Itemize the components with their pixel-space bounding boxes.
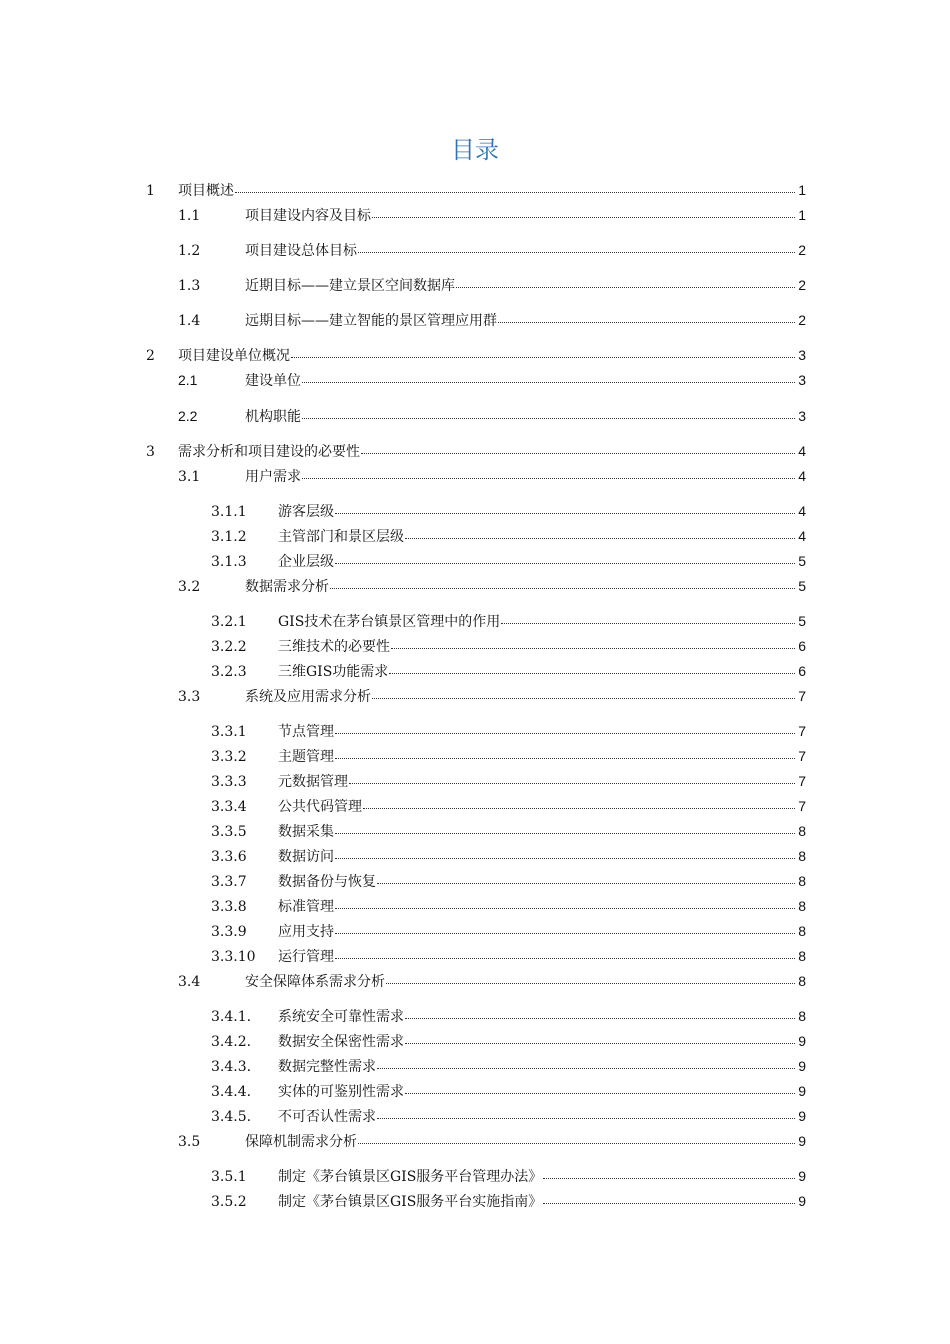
toc-entry[interactable]	[211, 611, 806, 631]
toc-entry-page-number: 2	[798, 277, 806, 293]
toc-entry[interactable]	[178, 466, 806, 486]
toc-dot-leader	[302, 406, 795, 419]
toc-entry-number: 3.1	[178, 469, 201, 485]
toc-entry-title: 游客层级	[278, 504, 334, 520]
toc-entry-title: 数据备份与恢复	[278, 874, 376, 890]
toc-entry-page-number: 8	[798, 973, 806, 989]
toc-dot-leader	[377, 1056, 795, 1069]
toc-entry-title: 制定《茅台镇景区GIS服务平台管理办法》	[278, 1169, 543, 1185]
toc-dot-leader	[405, 526, 795, 539]
toc-entry-title: 远期目标——建立智能的景区管理应用群	[245, 313, 497, 329]
toc-entry-number: 3.1.2	[211, 529, 247, 545]
toc-entry-title: 机构职能	[245, 409, 301, 425]
toc-dot-leader	[235, 180, 795, 193]
toc-entry[interactable]	[211, 1031, 806, 1051]
toc-entry[interactable]	[211, 1166, 806, 1186]
toc-entry[interactable]	[178, 205, 806, 225]
toc-dot-leader	[335, 896, 795, 909]
toc-dot-leader	[391, 636, 795, 649]
toc-entry-page-number: 1	[798, 207, 806, 223]
toc-entry-page-number: 3	[798, 372, 806, 388]
toc-entry-number: 1.2	[178, 243, 201, 259]
toc-entry-title: 实体的可鉴别性需求	[278, 1084, 404, 1100]
toc-entry-page-number: 7	[798, 798, 806, 814]
toc-entry-number: 3.3.4	[211, 799, 247, 815]
toc-entry-number: 3.5.2	[211, 1194, 247, 1210]
toc-entry-number: 3.3.1	[211, 724, 247, 740]
toc-entry-page-number: 7	[798, 773, 806, 789]
toc-dot-leader	[363, 796, 795, 809]
toc-entry-title: 三维GIS功能需求	[278, 664, 389, 680]
toc-entry-page-number: 2	[798, 312, 806, 328]
toc-title: 目录	[451, 136, 499, 164]
toc-dot-leader	[335, 551, 795, 564]
toc-entry-number: 3.4.1.	[211, 1009, 252, 1025]
toc-entry-title: 节点管理	[278, 724, 334, 740]
toc-entry-page-number: 7	[798, 723, 806, 739]
toc-entry-title: 制定《茅台镇景区GIS服务平台实施指南》	[278, 1194, 543, 1210]
toc-dot-leader	[335, 746, 795, 759]
toc-dot-leader	[291, 345, 795, 358]
toc-entry-page-number: 9	[798, 1193, 806, 1209]
toc-entry-page-number: 2	[798, 242, 806, 258]
toc-entry-title: 项目概述	[178, 183, 234, 199]
toc-dot-leader	[335, 946, 795, 959]
toc-entry[interactable]	[211, 896, 806, 916]
toc-dot-leader	[349, 771, 795, 784]
toc-entry-number: 2.1	[178, 372, 198, 388]
toc-dot-leader	[358, 240, 795, 253]
toc-entry-title: 系统安全可靠性需求	[278, 1009, 404, 1025]
toc-entry-title: 公共代码管理	[278, 799, 362, 815]
toc-entry[interactable]	[211, 871, 806, 891]
toc-dot-leader	[498, 310, 795, 323]
toc-entry-page-number: 3	[798, 347, 806, 363]
toc-entry-page-number: 8	[798, 948, 806, 964]
toc-entry[interactable]	[178, 406, 806, 426]
toc-dot-leader	[335, 501, 795, 514]
toc-dot-leader	[372, 205, 795, 218]
toc-dot-leader	[543, 1191, 795, 1204]
toc-entry-number: 3.3.5	[211, 824, 247, 840]
toc-entry-number: 3.3.8	[211, 899, 247, 915]
toc-entry-title: 建设单位	[245, 373, 301, 389]
toc-dot-leader	[372, 686, 795, 699]
toc-entry-number: 3.4.2.	[211, 1034, 252, 1050]
toc-entry-title: 保障机制需求分析	[245, 1134, 357, 1150]
toc-entry[interactable]	[211, 1106, 806, 1126]
toc-entry-page-number: 8	[798, 873, 806, 889]
toc-entry[interactable]	[178, 576, 806, 596]
toc-entry[interactable]	[178, 275, 806, 295]
toc-entry-page-number: 5	[798, 613, 806, 629]
toc-dot-leader	[389, 661, 795, 674]
toc-entry-number: 3.3	[178, 689, 201, 705]
toc-entry-title: 数据访问	[278, 849, 334, 865]
toc-entry-page-number: 7	[798, 688, 806, 704]
toc-entry-title: 三维技术的必要性	[278, 639, 390, 655]
toc-entry-page-number: 8	[798, 923, 806, 939]
toc-entry-number: 3.2	[178, 579, 201, 595]
toc-entry-title: 数据采集	[278, 824, 334, 840]
toc-dot-leader	[501, 611, 795, 624]
toc-entry[interactable]	[178, 240, 806, 260]
toc-entry-number: 3.4	[178, 974, 201, 990]
toc-entry-page-number: 9	[798, 1133, 806, 1149]
toc-entry-number: 3.3.2	[211, 749, 247, 765]
toc-entry[interactable]	[211, 821, 806, 841]
toc-entry-number: 3	[146, 444, 155, 460]
toc-entry-page-number: 4	[798, 443, 806, 459]
toc-entry-number: 1	[146, 183, 155, 199]
toc-entry-title: 项目建设总体目标	[245, 243, 357, 259]
toc-dot-leader	[335, 921, 795, 934]
toc-entry-page-number: 9	[798, 1083, 806, 1099]
toc-entry[interactable]	[211, 946, 806, 966]
toc-entry[interactable]	[211, 1056, 806, 1076]
toc-dot-leader	[405, 1031, 795, 1044]
toc-entry-page-number: 8	[798, 823, 806, 839]
toc-entry-page-number: 5	[798, 578, 806, 594]
toc-entry-number: 3.4.5.	[211, 1109, 252, 1125]
toc-dot-leader	[335, 821, 795, 834]
toc-entry[interactable]	[211, 721, 806, 741]
toc-entry-title: 企业层级	[278, 554, 334, 570]
toc-entry-title: 需求分析和项目建设的必要性	[178, 444, 360, 460]
toc-entry-title: 数据需求分析	[245, 579, 329, 595]
toc-entry-title: 系统及应用需求分析	[245, 689, 371, 705]
toc-dot-leader	[330, 576, 795, 589]
toc-entry[interactable]	[211, 526, 806, 546]
toc-entry[interactable]	[146, 441, 806, 461]
toc-entry-page-number: 6	[798, 663, 806, 679]
toc-entry[interactable]	[178, 1131, 806, 1151]
toc-entry[interactable]	[211, 636, 806, 656]
toc-dot-leader	[377, 871, 795, 884]
toc-dot-leader	[405, 1081, 795, 1094]
toc-entry-title: 用户需求	[245, 469, 301, 485]
toc-entry-page-number: 4	[798, 528, 806, 544]
toc-entry-number: 3.1.3	[211, 554, 247, 570]
toc-dot-leader	[543, 1166, 795, 1179]
toc-entry-number: 3.3.3	[211, 774, 247, 790]
toc-entry-title: 近期目标——建立景区空间数据库	[245, 278, 455, 294]
toc-entry[interactable]	[211, 551, 806, 571]
toc-entry[interactable]	[178, 370, 806, 390]
toc-entry[interactable]	[211, 501, 806, 521]
toc-dot-leader	[377, 1106, 795, 1119]
toc-entry-number: 3.4.4.	[211, 1084, 252, 1100]
toc-entry-page-number: 5	[798, 553, 806, 569]
toc-entry[interactable]	[211, 661, 806, 681]
toc-entry-title: 运行管理	[278, 949, 334, 965]
toc-dot-leader	[405, 1006, 795, 1019]
toc-entry[interactable]	[178, 310, 806, 330]
toc-dot-leader	[361, 441, 795, 454]
toc-entry-page-number: 6	[798, 638, 806, 654]
toc-dot-leader	[456, 275, 795, 288]
toc-entry-number: 3.3.7	[211, 874, 247, 890]
toc-dot-leader	[335, 721, 795, 734]
toc-entry[interactable]	[211, 1191, 806, 1211]
toc-entry[interactable]	[146, 345, 806, 365]
toc-entry-page-number: 4	[798, 503, 806, 519]
toc-entry-number: 3.1.1	[211, 504, 247, 520]
toc-dot-leader	[358, 1131, 795, 1144]
toc-entry-number: 3.4.3.	[211, 1059, 252, 1075]
toc-entry-number: 3.5.1	[211, 1169, 247, 1185]
toc-entry-number: 3.5	[178, 1134, 201, 1150]
toc-entry-page-number: 8	[798, 898, 806, 914]
toc-entry[interactable]	[211, 921, 806, 941]
toc-entry-number: 3.2.2	[211, 639, 247, 655]
toc-entry-number: 2.2	[178, 408, 198, 424]
toc-entry[interactable]	[211, 746, 806, 766]
toc-entry-title: 数据完整性需求	[278, 1059, 376, 1075]
toc-entry-title: 标准管理	[278, 899, 334, 915]
toc-entry-title: 主题管理	[278, 749, 334, 765]
toc-dot-leader	[302, 466, 795, 479]
toc-entry-number: 1.4	[178, 313, 201, 329]
toc-entry-page-number: 4	[798, 468, 806, 484]
toc-entry-title: 数据安全保密性需求	[278, 1034, 404, 1050]
toc-entry-number: 1.3	[178, 278, 201, 294]
toc-entry[interactable]	[211, 796, 806, 816]
toc-entry-title: 项目建设内容及目标	[245, 208, 371, 224]
toc-entry-number: 3.3.10	[211, 949, 256, 965]
toc-entry-page-number: 9	[798, 1168, 806, 1184]
toc-entry-title: 安全保障体系需求分析	[245, 974, 385, 990]
toc-entry[interactable]	[178, 686, 806, 706]
toc-dot-leader	[302, 370, 795, 383]
toc-entry[interactable]	[211, 771, 806, 791]
toc-entry-title: 主管部门和景区层级	[278, 529, 404, 545]
toc-entry[interactable]	[178, 971, 806, 991]
toc-entry-title: GIS技术在茅台镇景区管理中的作用	[278, 614, 501, 630]
toc-entry-page-number: 1	[798, 182, 806, 198]
toc-entry-number: 3.2.3	[211, 664, 247, 680]
toc-entry-page-number: 9	[798, 1108, 806, 1124]
toc-dot-leader	[386, 971, 795, 984]
toc-entry-page-number: 8	[798, 848, 806, 864]
toc-dot-leader	[335, 846, 795, 859]
toc-entry-number: 1.1	[178, 208, 201, 224]
toc-entry-number: 2	[146, 348, 155, 364]
toc-entry[interactable]	[211, 1006, 806, 1026]
toc-entry-page-number: 9	[798, 1033, 806, 1049]
toc-entry-page-number: 9	[798, 1058, 806, 1074]
toc-entry-number: 3.2.1	[211, 614, 247, 630]
toc-entry-number: 3.3.6	[211, 849, 247, 865]
toc-entry[interactable]	[146, 180, 806, 200]
toc-entry-page-number: 8	[798, 1008, 806, 1024]
toc-entry[interactable]	[211, 1081, 806, 1101]
toc-entry-page-number: 3	[798, 408, 806, 424]
toc-entry[interactable]	[211, 846, 806, 866]
toc-entry-title: 元数据管理	[278, 774, 348, 790]
toc-entry-title: 应用支持	[278, 924, 334, 940]
toc-entry-title: 项目建设单位概况	[178, 348, 290, 364]
toc-entry-title: 不可否认性需求	[278, 1109, 376, 1125]
toc-entry-page-number: 7	[798, 748, 806, 764]
toc-entry-number: 3.3.9	[211, 924, 247, 940]
